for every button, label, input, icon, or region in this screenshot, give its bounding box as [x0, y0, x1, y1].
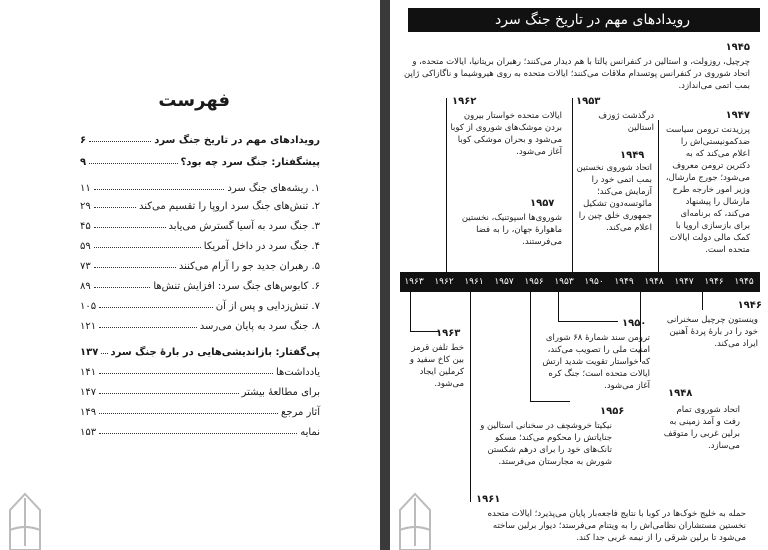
timeline-year: ۱۹۴۵ — [734, 277, 754, 287]
event-text-1949: اتحاد شوروی نخستین بمب اتمی خود را آزمایش می‌کند؛ مائوتسه‌دون تشکیل جمهوری خلق چین را اعلام می‌کند. — [576, 163, 652, 233]
event-year-1956: ۱۹۵۶ — [600, 406, 625, 417]
timeline-year: ۱۹۵۳ — [554, 277, 574, 287]
timeline-year: ۱۹۴۷ — [674, 277, 694, 287]
event-year-1961: ۱۹۶۱ — [476, 494, 501, 505]
toc-item[interactable]: ۴. جنگ سرد در داخل آمریکا ۵۹ — [80, 241, 320, 252]
event-text-1956: نیکیتا خروشچف در سخنانی استالین و جنایاتش را محکوم می‌کند؛ مسکو تانک‌های خود را برای درهم شکستن شورش به مجارستان می‌فرستد. — [480, 421, 612, 467]
event-year-1947: ۱۹۴۷ — [725, 110, 750, 121]
event-text-1963: خط تلفن قرمز بین کاخ سفید و کرملین ایجاد می‌شود. — [409, 343, 464, 389]
event-year-1949: ۱۹۴۹ — [620, 150, 645, 161]
timeline-header: رویدادهای مهم در تاریخ جنگ سرد — [408, 8, 760, 32]
toc-item[interactable]: یادداشت‌ها ۱۴۱ — [80, 367, 320, 378]
toc-item[interactable]: آثار مرجع ۱۴۹ — [80, 407, 320, 418]
bleed-through-text — [30, 8, 350, 30]
event-year-1948: ۱۹۴۸ — [668, 388, 693, 399]
toc-item[interactable]: ۷. تنش‌زدایی و پس از آن ۱۰۵ — [80, 301, 320, 312]
toc-item[interactable]: ۱. ریشه‌های جنگ سرد ۱۱ — [80, 183, 320, 194]
left-page — [0, 0, 380, 550]
event-year-1946: ۱۹۴۶ — [737, 300, 762, 311]
event-year-1945: ۱۹۴۵ — [725, 42, 750, 53]
toc-item[interactable]: پی‌گفتار: بازاندیشی‌هایی در بارهٔ جنگ سرد ۱۳۷ — [80, 347, 320, 358]
timeline-year: ۱۹۶۲ — [434, 277, 454, 287]
toc-item[interactable]: ۶. کابوس‌های جنگ سرد: افزایش تنش‌ها ۸۹ — [80, 281, 320, 292]
timeline-year: ۱۹۴۹ — [614, 277, 634, 287]
event-year-1962: ۱۹۶۲ — [452, 96, 477, 107]
timeline-year: ۱۹۴۶ — [704, 277, 724, 287]
event-year-1957: ۱۹۵۷ — [530, 198, 555, 209]
timeline-bar — [400, 272, 760, 292]
event-year-1953: ۱۹۵۳ — [576, 96, 601, 107]
event-text-1953: درگذشت ژوزف استالین — [598, 111, 654, 133]
event-text-1957: شوروی‌ها اسپوتنیک، نخستین ماهوارهٔ جهان، را به فضا می‌فرستند. — [461, 213, 562, 247]
event-text-1948: اتحاد شوروی تمام رفت و آمد زمینی به برلین غربی را متوقف می‌سازد. — [663, 405, 740, 451]
event-text-1962: ایالات متحده خواستار بیرون بردن موشک‌های شوروی از کوبا می‌شود و بحران موشکی کوبا آغاز می‌شود. — [450, 111, 562, 157]
event-year-1950: ۱۹۵۰ — [622, 318, 647, 329]
toc-item[interactable]: پیشگفتار: جنگ سرد چه بود؟ ۹ — [80, 157, 320, 168]
event-text-1946: وینستون چرچیل سخنرانی خود را در بارهٔ پردهٔ آهنین ایراد می‌کند. — [666, 315, 758, 349]
publisher-logo-icon — [390, 490, 440, 550]
toc-item[interactable]: ۳. جنگ سرد به آسیا گسترش می‌یابد ۴۵ — [80, 221, 320, 232]
timeline-year: ۱۹۴۸ — [644, 277, 664, 287]
toc-item[interactable]: ۸. جنگ سرد به پایان می‌رسد ۱۲۱ — [80, 321, 320, 332]
toc-item[interactable]: برای مطالعهٔ بیشتر ۱۴۷ — [80, 387, 320, 398]
timeline-year: ۱۹۵۰ — [584, 277, 604, 287]
timeline-year: ۱۹۵۶ — [524, 277, 544, 287]
timeline-year: ۱۹۶۱ — [464, 277, 484, 287]
toc-item[interactable]: رویدادهای مهم در تاریخ جنگ سرد ۶ — [80, 135, 320, 146]
toc-item[interactable]: ۵. رهبران جدید جو را آرام می‌کنند ۷۳ — [80, 261, 320, 272]
event-text-1961: حمله به خلیج خوک‌ها در کوبا با نتایج فاجعه‌بار پایان می‌پذیرد؛ ایالات متحده نخستین مستشاران نظامی‌اش را به ویتنام می‌فرستد؛ دیوار برلین ساخته می‌شود تا برلین شرقی را از نیمه غربی جدا کند. — [487, 509, 746, 543]
timeline-year: ۱۹۵۷ — [494, 277, 514, 287]
toc-title: فهرست — [158, 90, 230, 111]
event-text-1947: پرزیدنت ترومن سیاست ضدکمونیستی‌اش را اعلام می‌کند که به دکترین ترومن معروف می‌شود؛ جورج مارشال، وزیر امور خارجه طرح مارشال را پیشنهاد می‌کند، که برنامه‌ای برای بازسازی اروپا با کمک مالی دولت ایالات متحده است. — [665, 125, 750, 255]
event-year-1963: ۱۹۶۳ — [436, 328, 461, 339]
event-text-1945: چرچیل، روزولت، و استالین در کنفرانس یالتا با هم دیدار می‌کنند؛ رهبران بریتانیا، ایالات متحده، و اتحاد شوروی در کنفرانس پوتسدام ملاقات می‌کنند؛ ایالات متحده به روی هیروشیما و ناگازاکی ژاپن بمب اتمی می‌اندازد. — [404, 57, 750, 91]
event-text-1950: ترومن سند شمارهٔ ۶۸ شورای امنیت ملی را تصویب می‌کند، که خواستار تقویت شدید ارتش ایالات متحده است؛ جنگ کره آغاز می‌شود. — [542, 333, 650, 391]
toc-item[interactable]: ۲. تنش‌های جنگ سرد اروپا را تقسیم می‌کند ۲۹ — [80, 201, 320, 212]
toc-item[interactable]: نمایه ۱۵۳ — [80, 427, 320, 438]
publisher-logo-icon — [0, 490, 50, 550]
right-page — [390, 0, 768, 550]
timeline-year: ۱۹۶۳ — [404, 277, 424, 287]
